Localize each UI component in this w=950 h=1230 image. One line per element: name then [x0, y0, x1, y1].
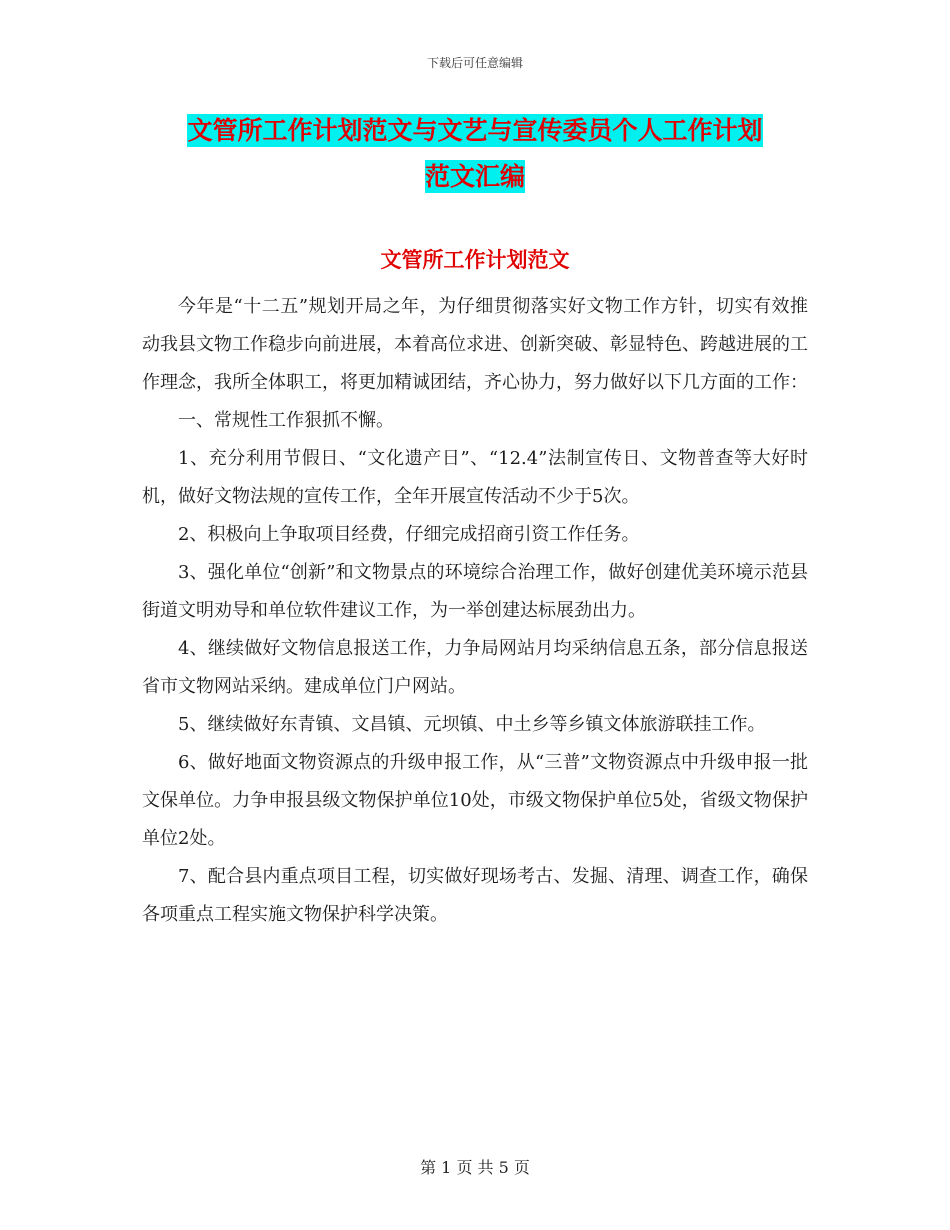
paragraph: 2、积极向上争取项目经费，仔细完成招商引资工作任务。	[178, 524, 640, 545]
body-text	[142, 288, 808, 934]
section-subtitle: 文管所工作计划范文	[380, 247, 570, 272]
page-footer: 第 1 页 共 5 页	[420, 1158, 530, 1177]
paragraph: 今年是“十二五”规划开局之年，为仔细贯彻落实好文物工作方针，切实有效推动我县文物工作稳步向前进展，本着高位求进、创新突破、彰显特色、跨越进展的工作理念，我所全体职工，将更加精诚团结，齐心协力，努力做好以下几方面的工作：	[142, 296, 808, 393]
paragraph: 6、做好地面文物资源点的升级申报工作，从“三普”文物资源点中升级申报一批文保单位。力争申报县级文物保护单位10处，市级文物保护单位5处，省级文物保护单位2处。	[142, 752, 808, 849]
header-note: 下载后可任意编辑	[426, 56, 523, 70]
document-title	[140, 108, 810, 200]
paragraph: 3、强化单位“创新”和文物景点的环境综合治理工作，做好创建优美环境示范县街道文明劝导和单位软件建议工作，为一举创建达标展劲出力。	[142, 562, 808, 621]
title-line-2: 范文汇编	[424, 162, 525, 191]
paragraph: 5、继续做好东青镇、文昌镇、元坝镇、中土乡等乡镇文体旅游联挂工作。	[178, 714, 766, 735]
paragraph: 1、充分利用节假日、“文化遗产日”、“12.4”法制宣传日、文物普查等大好时机，做好文物法规的宣传工作，全年开展宣传活动不少于5次。	[142, 448, 808, 507]
paragraph: 7、配合县内重点项目工程，切实做好现场考古、发掘、清理、调查工作，确保各项重点工程实施文物保护科学决策。	[142, 866, 808, 925]
paragraph: 4、继续做好文物信息报送工作，力争局网站月均采纳信息五条，部分信息报送省市文物网站采纳。建成单位门户网站。	[142, 638, 808, 697]
title-line-1: 文管所工作计划范文与文艺与宣传委员个人工作计划	[187, 116, 763, 145]
paragraph: 一、常规性工作狠抓不懈。	[178, 410, 394, 431]
